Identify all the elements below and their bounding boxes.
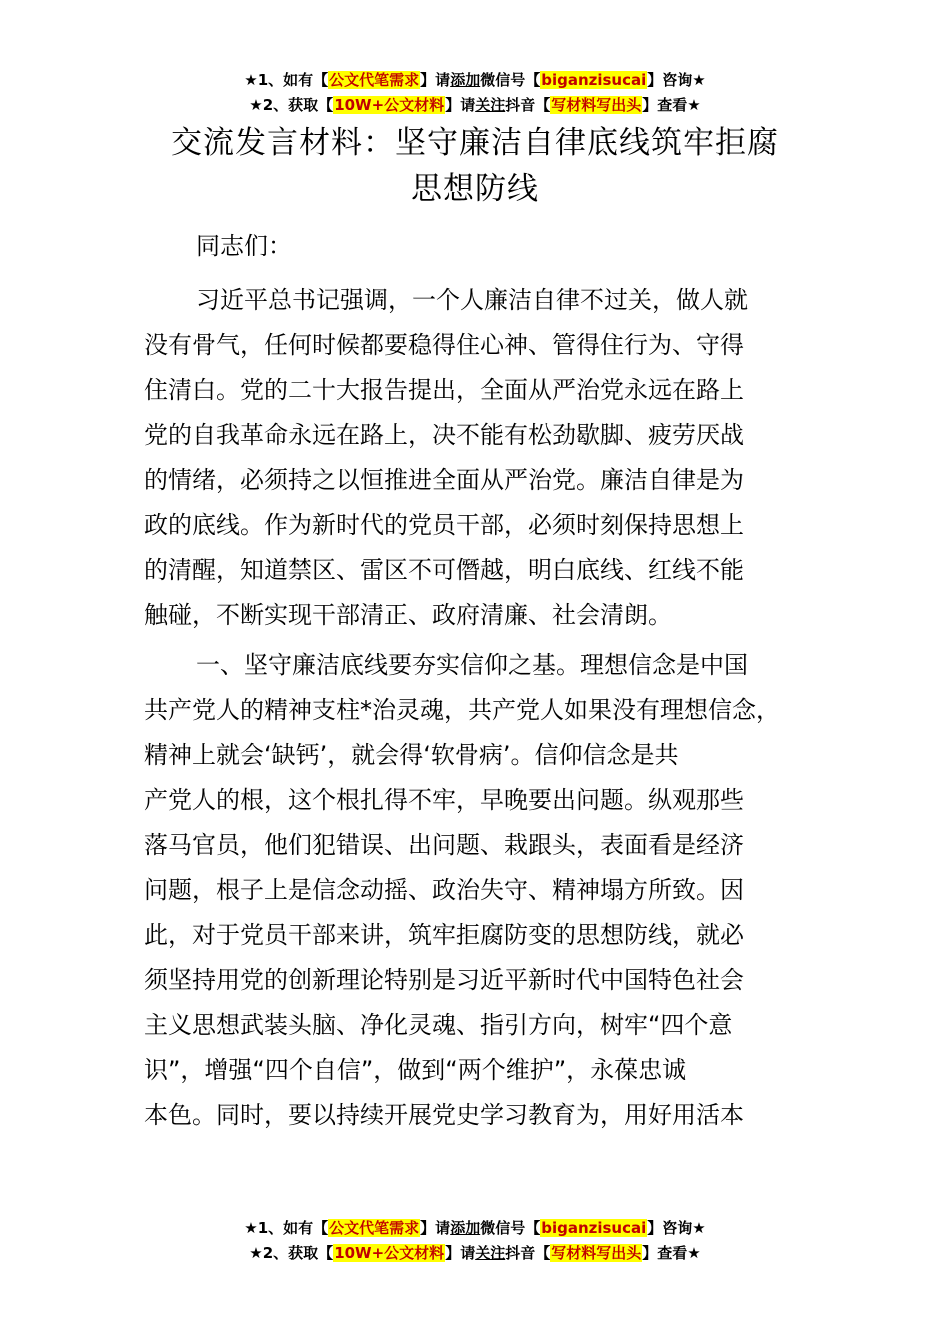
- paragraph-line: 党的自我革命永远在路上，决不能有松劲歇脚、疲劳厌战: [144, 421, 744, 449]
- paragraph-line: 共产党人的精神支柱*治灵魂，共产党人如果没有理想信念，: [144, 696, 780, 724]
- banner-line-1-mid-2: 微信号【: [480, 71, 541, 89]
- paragraph-line: 习近平总书记强调，一个人廉洁自律不过关，做人就: [196, 286, 748, 314]
- banner-line-2-mid: 】请: [445, 96, 476, 114]
- paragraph-line: 的清醒，知道禁区、雷区不可僭越，明白底线、红线不能: [144, 556, 744, 584]
- banner-line-2-prefix: ★2、获取【: [249, 1244, 334, 1262]
- paragraph-line: 的情绪，必须持之以恒推进全面从严治党。廉洁自律是为: [144, 466, 744, 494]
- top-banner: [0, 68, 950, 118]
- title-line: 交流发言材料：坚守廉洁自律底线筑牢拒腐: [171, 125, 779, 161]
- salutation: [144, 224, 844, 269]
- banner-line-1: [0, 68, 950, 93]
- paragraph-line: 精神上就会‘缺钙’，就会得‘软骨病’。信仰信念是共: [144, 741, 679, 769]
- banner-line-2-suffix: 】查看★: [642, 96, 701, 114]
- banner-line-2-underlined: 关注: [475, 1244, 506, 1262]
- banner-line-1-highlight-service: 公文代笔需求: [329, 1219, 420, 1237]
- paragraph-line: 住清白。党的二十大报告提出，全面从严治党永远在路上: [144, 376, 744, 404]
- paragraph-line: 政的底线。作为新时代的党员干部，必须时刻保持思想上: [144, 511, 744, 539]
- paragraph-line: 识”，增强“四个自信”，做到“两个维护”，永葆忠诚: [144, 1056, 687, 1084]
- banner-line-2-suffix: 】查看★: [642, 1244, 701, 1262]
- paragraph-line: 须坚持用党的创新理论特别是习近平新时代中国特色社会: [144, 966, 744, 994]
- banner-line-1-mid: 】请: [420, 1219, 451, 1237]
- banner-line-2-mid-2: 抖音【: [505, 96, 551, 114]
- banner-line-1-highlight-service: 公文代笔需求: [329, 71, 420, 89]
- banner-line-2-prefix: ★2、获取【: [249, 96, 334, 114]
- paragraph-line: 主义思想武装头脑、净化灵魂、指引方向，树牢“四个意: [144, 1011, 733, 1039]
- title-line: 思想防线: [411, 171, 539, 207]
- banner-line-2-mid: 】请: [445, 1244, 476, 1262]
- banner-line-2-highlight-materials: 10W+公文材料: [334, 96, 445, 114]
- paragraph-line: 此，对于党员干部来讲，筑牢拒腐防变的思想防线，就必: [144, 921, 744, 949]
- paragraph-2: [144, 643, 844, 1138]
- banner-line-2-underlined: 关注: [475, 96, 506, 114]
- banner-line-1-underlined: 添加: [450, 71, 481, 89]
- document-title: [120, 120, 830, 212]
- banner-line-1-suffix: 】咨询★: [647, 1219, 706, 1237]
- banner-line-1: [0, 1216, 950, 1241]
- banner-line-1-underlined: 添加: [450, 1219, 481, 1237]
- paragraph-line: 问题，根子上是信念动摇、政治失守、精神塌方所致。因: [144, 876, 744, 904]
- banner-line-2-highlight-account: 写材料写出头: [551, 1244, 642, 1262]
- paragraph-line: 没有骨气，任何时候都要稳得住心神、管得住行为、守得: [144, 331, 744, 359]
- banner-line-1-suffix: 】咨询★: [647, 71, 706, 89]
- banner-line-1-highlight-wechat-id: biganzisucai: [541, 71, 647, 89]
- banner-line-1-mid: 】请: [420, 71, 451, 89]
- bottom-banner: [0, 1216, 950, 1266]
- banner-line-2-highlight-materials: 10W+公文材料: [334, 1244, 445, 1262]
- paragraph-line: 产党人的根，这个根扎得不牢，早晚要出问题。纵观那些: [144, 786, 744, 814]
- paragraph-line: 本色。同时，要以持续开展党史学习教育为，用好用活本: [144, 1101, 744, 1129]
- paragraph-1: [144, 278, 844, 638]
- salutation-text: 同志们：: [196, 232, 292, 260]
- banner-line-2-highlight-account: 写材料写出头: [551, 96, 642, 114]
- paragraph-line: 一、坚守廉洁底线要夯实信仰之基。理想信念是中国: [196, 651, 748, 679]
- banner-line-1-prefix: ★1、如有【: [244, 1219, 329, 1237]
- paragraph-line: 触碰，不断实现干部清正、政府清廉、社会清朗。: [144, 601, 672, 629]
- banner-line-2: [0, 93, 950, 118]
- paragraph-line: 落马官员，他们犯错误、出问题、栽跟头，表面看是经济: [144, 831, 744, 859]
- banner-line-2: [0, 1241, 950, 1266]
- banner-line-1-mid-2: 微信号【: [480, 1219, 541, 1237]
- banner-line-1-prefix: ★1、如有【: [244, 71, 329, 89]
- banner-line-2-mid-2: 抖音【: [505, 1244, 551, 1262]
- banner-line-1-highlight-wechat-id: biganzisucai: [541, 1219, 647, 1237]
